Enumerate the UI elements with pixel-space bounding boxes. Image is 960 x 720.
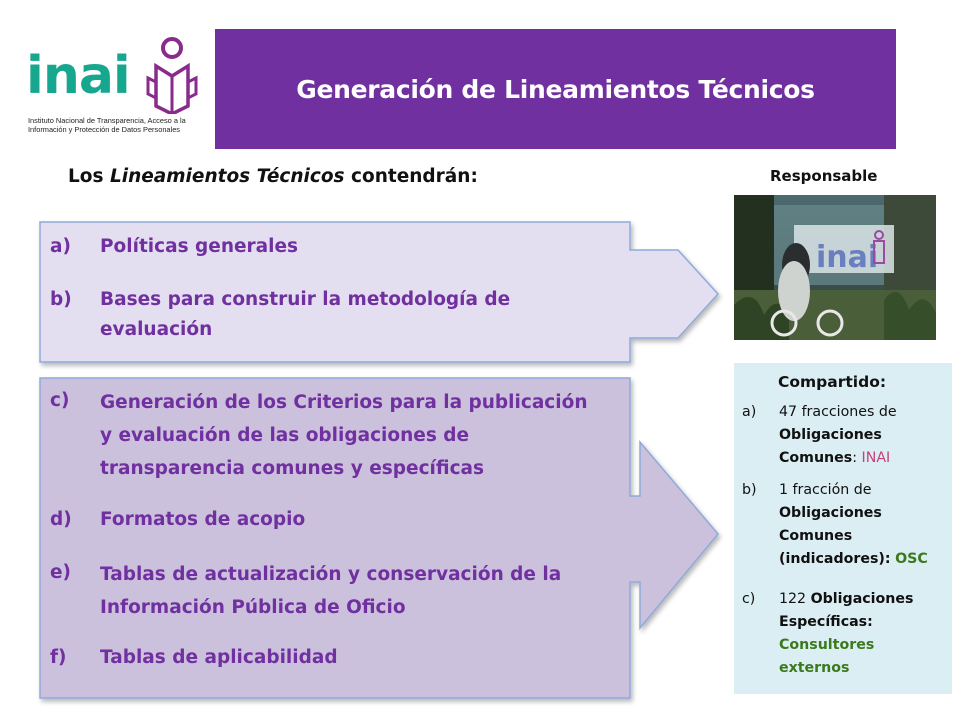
item-letter: b) <box>742 482 757 498</box>
item-text: Bases para construir la metodología de evaluación <box>100 289 511 340</box>
item-letter: f) <box>50 647 67 668</box>
item-letter: a) <box>742 404 757 420</box>
item-letter: b) <box>50 289 72 310</box>
top-list <box>50 232 595 352</box>
item-text: Tablas de actualización y conservación de la Información Pública de Oficio <box>100 564 562 618</box>
item-text: Tablas de aplicabilidad <box>100 647 338 668</box>
responsible-consultores: Consultores externos <box>779 637 875 676</box>
item-text: Formatos de acopio <box>100 509 306 530</box>
logo-wordmark: inai <box>26 46 130 106</box>
list-item <box>50 232 298 262</box>
item-letter: c) <box>742 591 756 607</box>
page-title: Generación de Lineamientos Técnicos <box>296 74 815 104</box>
section-subtitle <box>68 166 478 187</box>
list-item <box>50 505 305 535</box>
list-item <box>50 558 595 624</box>
item-text: Generación de los Criterios para la publicación y evaluación de las obligaciones de transparencia comunes y específicas <box>100 392 588 479</box>
compartido-item-a <box>742 401 949 470</box>
item-text: Políticas generales <box>100 236 299 257</box>
item-letter: c) <box>50 390 70 411</box>
responsable-label: Responsable <box>770 167 878 185</box>
photo-sign-text: inai <box>816 240 879 275</box>
subtitle-suffix: contendrán: <box>344 166 478 187</box>
responsible-inai: INAI <box>861 450 891 466</box>
inai-logo <box>22 36 202 140</box>
responsible-osc: OSC <box>895 551 928 567</box>
photo-illustration <box>734 195 936 340</box>
inai-person-book-icon <box>146 36 208 114</box>
item-letter: e) <box>50 562 72 583</box>
item-letter: d) <box>50 509 72 530</box>
item-letter: a) <box>50 236 71 257</box>
item-text: 1 fracción de Obligaciones Comunes (indicadores): OSC <box>779 482 928 567</box>
bottom-list <box>50 386 595 686</box>
compartido-title: Compartido: <box>778 373 887 391</box>
item-text: 47 fracciones de Obligaciones Comunes: INAI <box>779 404 897 466</box>
compartido-item-b <box>742 479 949 571</box>
compartido-item-c <box>742 588 949 680</box>
subtitle-emphasis: Lineamientos Técnicos <box>109 166 345 187</box>
item-text: 122 Obligaciones Específicas: Consultores externos <box>779 591 914 676</box>
inai-building-photo <box>734 195 936 340</box>
subtitle-prefix: Los <box>68 166 110 187</box>
compartido-panel <box>734 363 952 694</box>
list-item <box>50 386 595 485</box>
title-banner <box>215 29 896 149</box>
list-item <box>50 285 595 345</box>
logo-institution-name: Instituto Nacional de Transparencia, Acceso a la Información y Protección de Datos Personales <box>28 116 186 134</box>
list-item <box>50 643 338 673</box>
